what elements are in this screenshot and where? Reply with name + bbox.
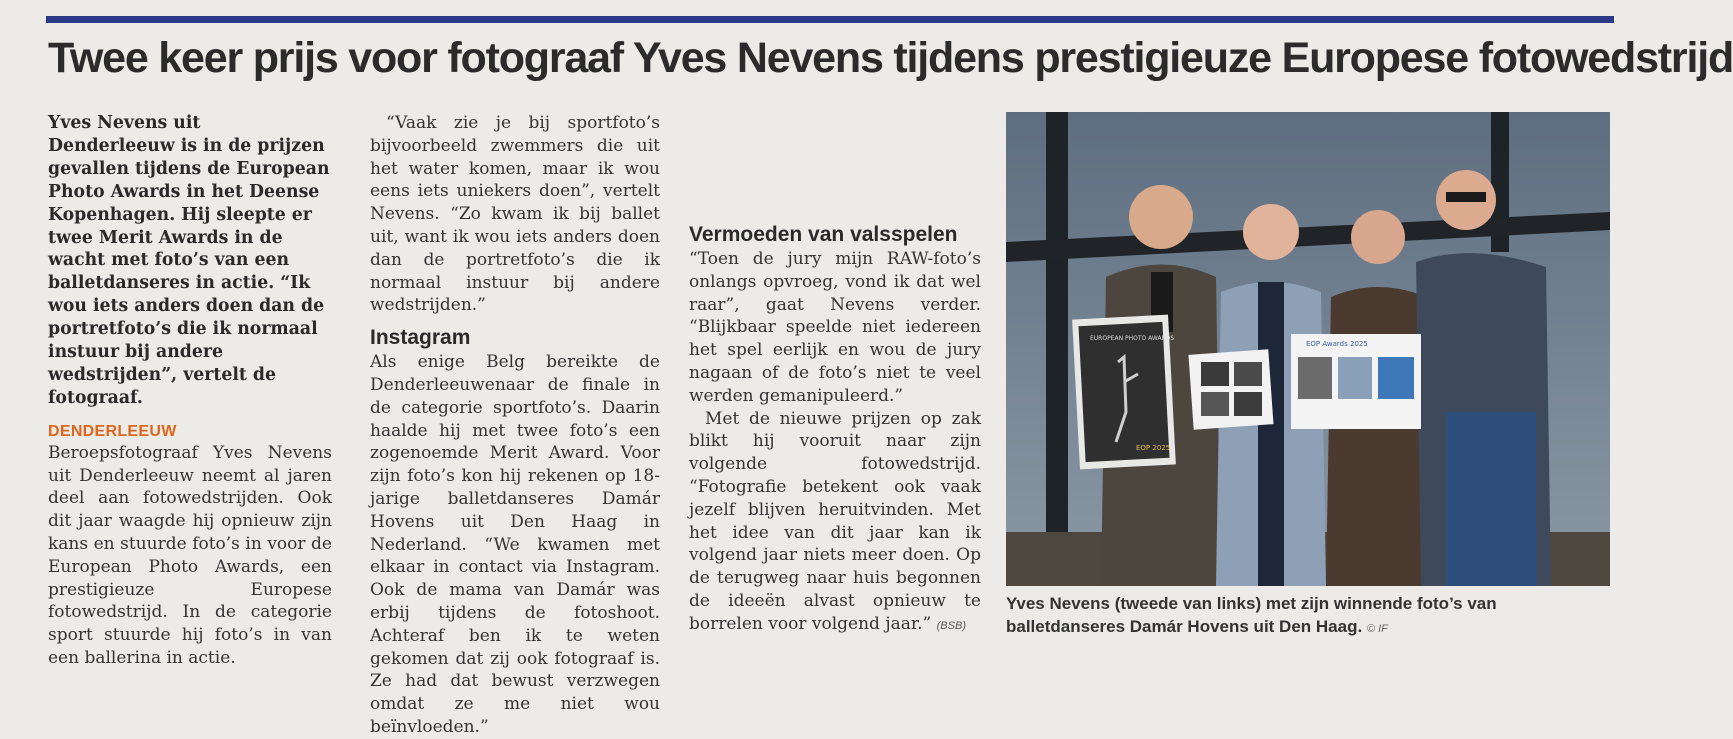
byline: (BSB) <box>936 619 966 632</box>
headline: Twee keer prijs voor fotograaf Yves Nevens tijdens prestigieuze Europese fotowedstrijd <box>48 34 1733 82</box>
intro-paragraph: Yves Nevens uit Denderleeuw is in de prijzen gevallen tijdens de European Photo Awards in het Deense Kopenhagen. Hij sleepte er twee Merit Awards in de wacht met foto’s van een balletdanseres in actie. “Ik wou iets anders doen dan de portretfoto’s die ik normaal instuur bij andere wedstrijden”, vertelt de fotograaf. <box>48 113 330 408</box>
print-left-year: EOP 2025 <box>1136 444 1171 452</box>
body-paragraph-3: “Toen de jury mijn RAW-foto’s onlangs opvroeg, vond ik dat wel raar”, gaat Nevens verder. “Blijkbaar speelde niet iedereen het spel eerlijk en wou de jury nagaan of de foto’s niet te veel werden gemanipuleerd.” <box>689 249 981 406</box>
subhead-valsspelen: Vermoeden van valsspelen <box>689 223 958 246</box>
award-print-right <box>1291 334 1421 429</box>
print-left-title: EUROPEAN PHOTO AWARDS <box>1090 335 1175 342</box>
award-print-left <box>1072 315 1176 470</box>
body-paragraph-1: Beroepsfotograaf Yves Nevens uit Denderleeuw neemt al jaren deel aan fotowedstrijden. Ook dit jaar waagde hij opnieuw zijn kans en stuurde foto’s in voor de European Photo Awards, een prestigieuze Europese fotowedstrijd. In de categorie sport stuurde hij foto’s in van een ballerina in actie. <box>48 442 332 668</box>
caption-text: Yves Nevens (tweede van links) met zijn winnende foto’s van balletdanseres Damár Hovens uit Den Haag. <box>1006 594 1497 636</box>
subhead-instagram: Instagram <box>370 326 471 350</box>
column-1 <box>48 112 332 670</box>
photo-caption <box>1006 592 1614 641</box>
top-rule <box>46 16 1614 23</box>
news-photo <box>1006 112 1610 586</box>
body-paragraph-4 <box>689 408 981 638</box>
column-3 <box>689 112 981 638</box>
quote-paragraph-1: “Vaak zie je bij sportfoto’s bijvoorbeeld zwemmers die uit het water komen, maar ik wou eens iets uniekers doen”, vertelt Nevens. “Zo kwam ik bij ballet uit, want ik wou iets anders doen dan de portretfoto’s die ik normaal instuur bij andere wedstrijden.” <box>370 113 660 316</box>
body-paragraph-2: Als enige Belg bereikte de Denderleeuwenaar de finale in de categorie sportfoto’s. Daarin haalde hij met twee foto’s een zogenoemde Merit Award. Voor zijn foto’s kon hij rekenen op 18-jarige balletdanseres Damár Hovens uit Den Haag in Nederland. “We kwamen met elkaar in contact via Instagram. Ook de mama van Damár was erbij tijdens de fotoshoot. Achteraf ben ik te weten gekomen dat zij ook fotograaf is. Ze had dat bewust verzwegen omdat ze me niet wou beïnvloeden.” <box>370 352 660 737</box>
photo-credit: © IF <box>1366 623 1388 635</box>
photo-illustration <box>1006 112 1610 586</box>
print-right-title: EOP Awards 2025 <box>1306 340 1368 348</box>
award-print-middle <box>1188 349 1273 429</box>
body-paragraph-4-text: Met de nieuwe prijzen op zak blikt hij vooruit naar zijn volgende fotowedstrijd. “Fotografie betekent ook vaak jezelf blijven heruitvinden. Met het idee van dit jaar kan ik volgend jaar niets meer doen. Op de terugweg naar huis begonnen de ideeën alvast opnieuw te borrelen voor volgend jaar.” <box>689 408 981 634</box>
column-2 <box>370 112 660 739</box>
dateline: DENDERLEEUW <box>48 422 177 440</box>
